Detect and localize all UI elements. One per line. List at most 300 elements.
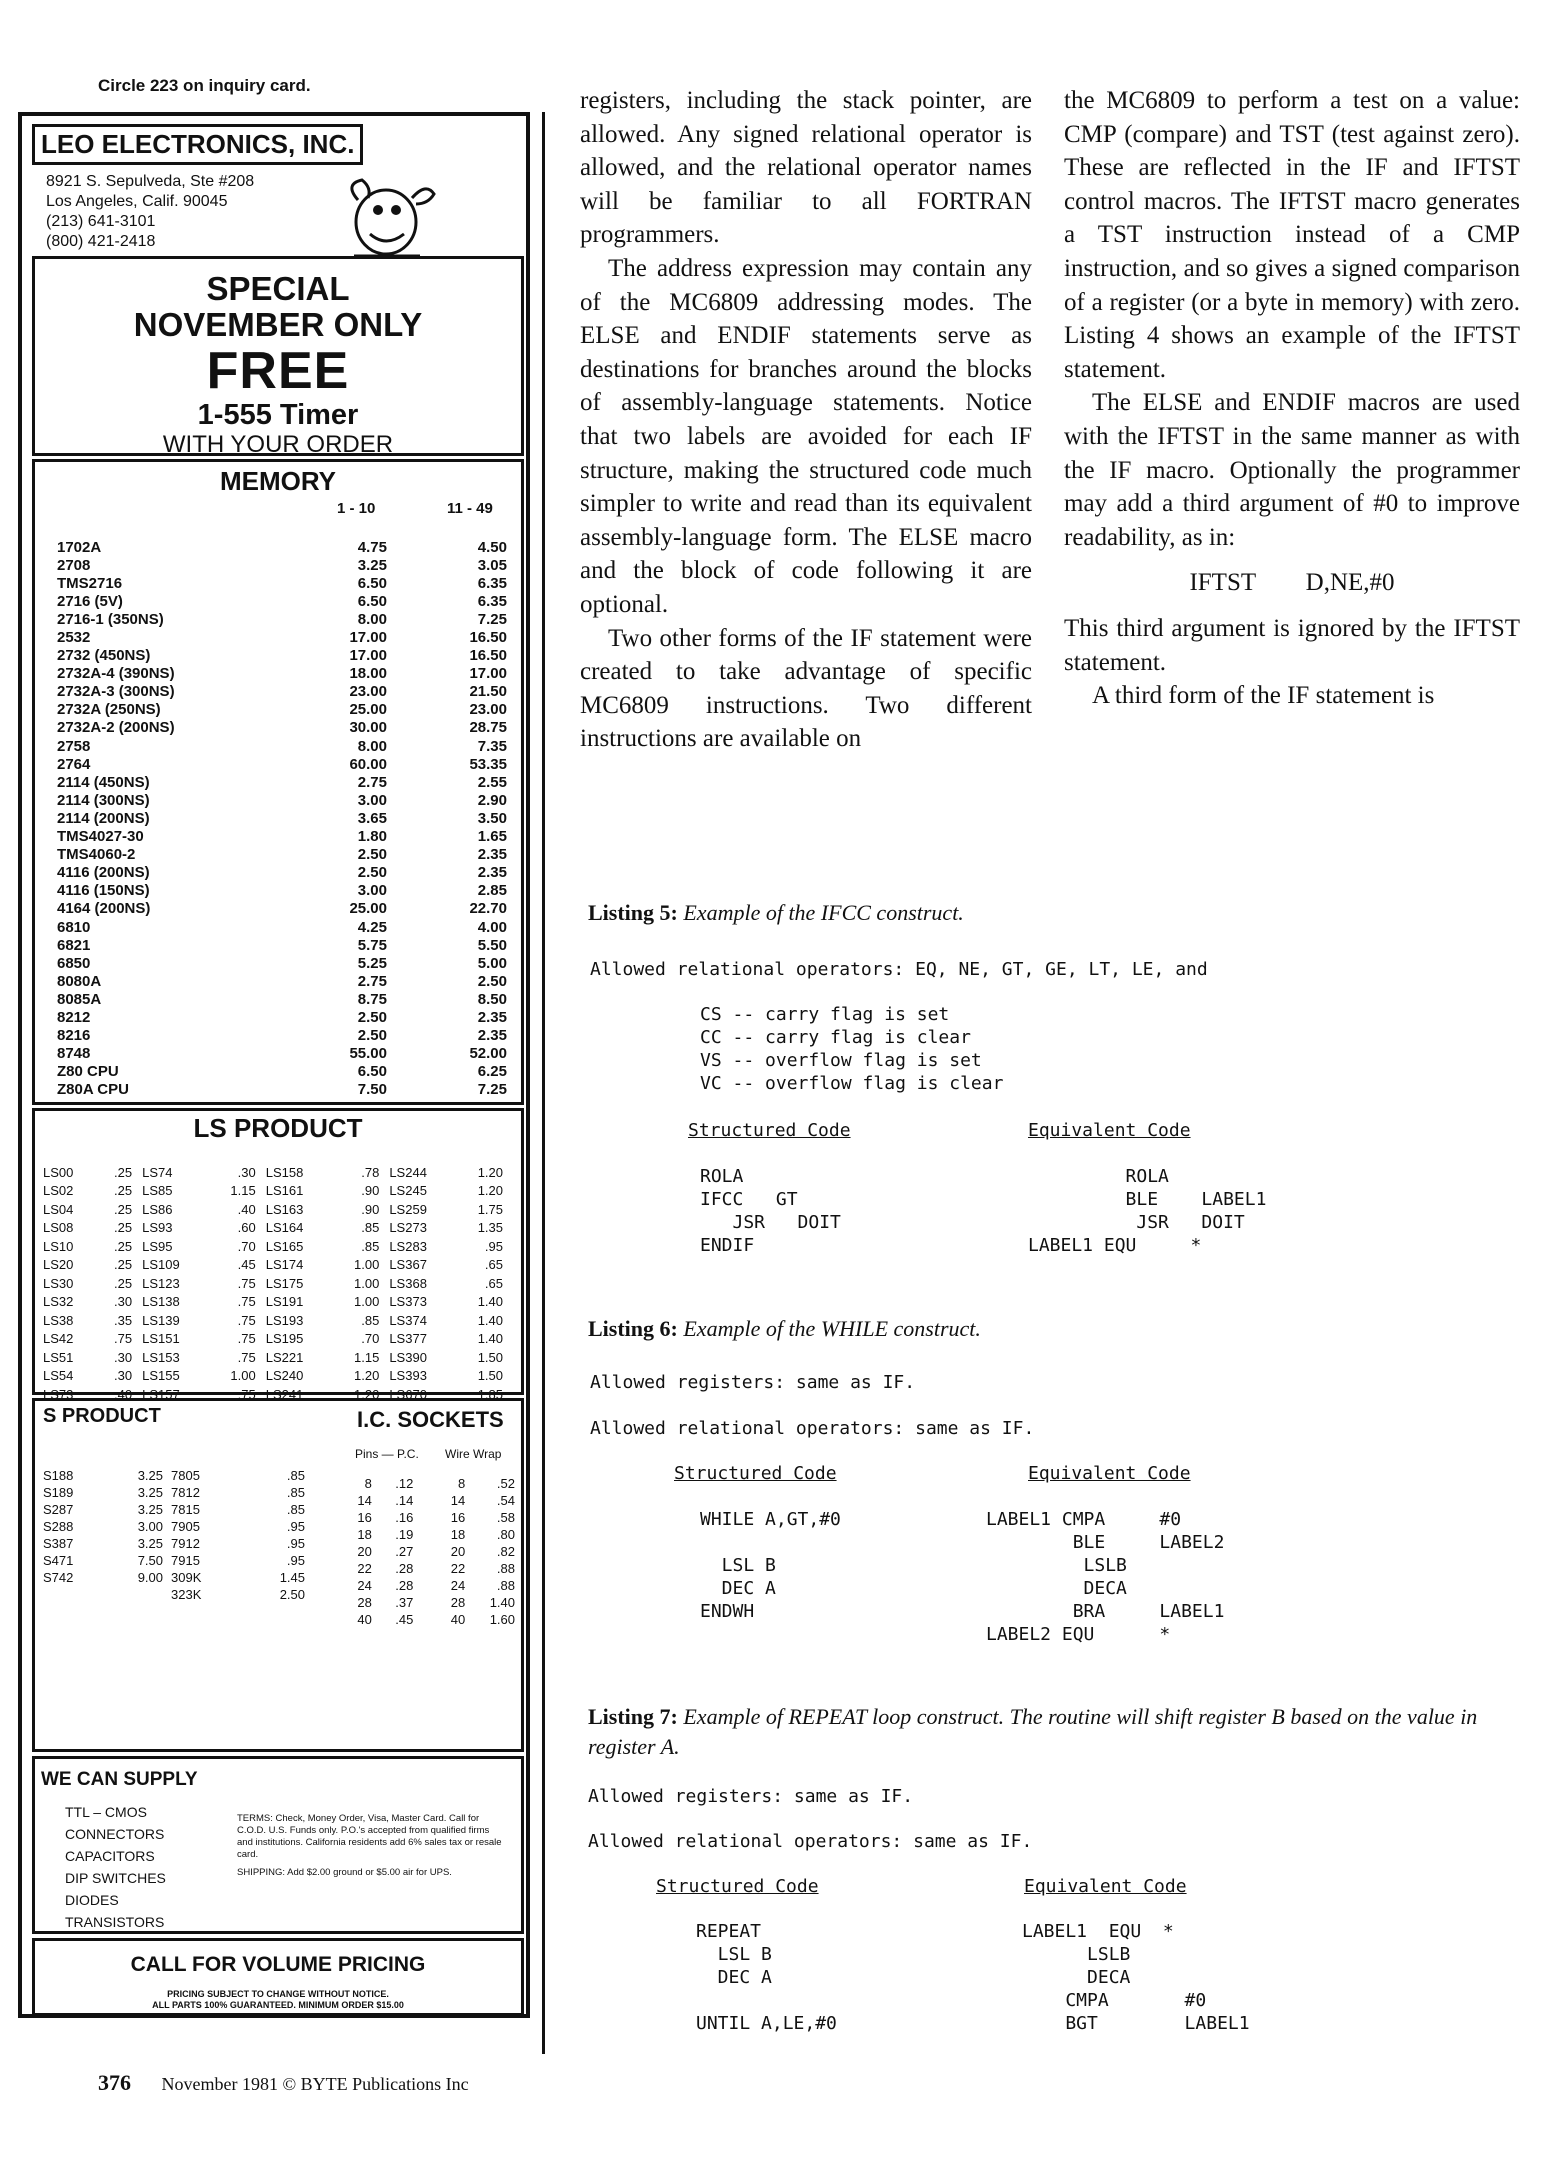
table-row — [57, 556, 507, 574]
table-cell: .40 — [114, 1386, 133, 1402]
table-cell: 14 — [357, 1492, 372, 1508]
table-cell: 7912 — [171, 1535, 200, 1551]
table-cell: .95 — [286, 1518, 305, 1534]
table-cell: LS157 — [142, 1386, 180, 1402]
table-cell: 1.40 — [477, 1312, 503, 1328]
table-cell: 1.40 — [477, 1331, 503, 1347]
table-cell: 17.00 — [349, 647, 387, 665]
table-cell: S287 — [43, 1501, 74, 1517]
table-cell: .37 — [395, 1594, 414, 1610]
table-cell: 6.25 — [477, 1063, 507, 1081]
list-item: DIP SWITCHES — [65, 1870, 166, 1886]
table-cell: .28 — [395, 1560, 414, 1576]
table-row — [43, 1569, 313, 1586]
table-cell: 4.00 — [477, 918, 507, 936]
footer-credit: November 1981 © BYTE Publications Inc — [161, 2074, 469, 2094]
table-cell: 1.20 — [477, 1183, 503, 1199]
table-cell: 8.50 — [477, 990, 507, 1008]
table-cell: .40 — [237, 1201, 256, 1217]
table-row — [43, 1219, 513, 1238]
table-row — [57, 610, 507, 628]
table-row — [43, 1237, 513, 1256]
table-cell: LS368 — [389, 1275, 427, 1291]
special-line: NOVEMBER ONLY — [133, 306, 423, 343]
terms-text — [237, 1813, 507, 1879]
table-cell: .12 — [395, 1475, 414, 1491]
table-cell: LS195 — [265, 1331, 304, 1347]
table-cell: .95 — [484, 1238, 503, 1254]
table-cell: 7915 — [171, 1552, 200, 1568]
table-row — [57, 1063, 507, 1081]
special-line: WITH YOUR ORDER — [162, 431, 394, 458]
page-footer — [98, 2070, 469, 2096]
table-cell: 1.00 — [354, 1294, 380, 1310]
table-cell: Z80 CPU — [57, 1063, 119, 1081]
table-cell: 2532 — [57, 629, 91, 647]
list-item: TRANSISTORS — [65, 1914, 165, 1930]
table-cell: 22.70 — [469, 900, 507, 918]
table-cell: 8216 — [57, 1027, 91, 1045]
table-cell: 2732A-3 (300NS) — [57, 683, 175, 701]
special-line: 1-555 Timer — [197, 399, 359, 431]
table-cell: LS139 — [142, 1312, 180, 1328]
table-row — [43, 1501, 313, 1518]
table-cell: 40 — [357, 1611, 372, 1627]
table-cell: 2732A-4 (390NS) — [57, 665, 175, 683]
table-cell: 16 — [450, 1509, 466, 1525]
table-cell: 55.00 — [349, 1045, 387, 1063]
sockets-table — [347, 1475, 515, 1628]
table-cell: 2.75 — [357, 972, 387, 990]
mascot-logo-icon — [334, 164, 444, 264]
table-cell: TMS2716 — [57, 574, 123, 592]
table-row — [347, 1526, 515, 1543]
s-product-title: S PRODUCT — [43, 1405, 161, 1427]
table-cell: LS163 — [265, 1201, 304, 1217]
table-row — [347, 1611, 515, 1628]
listing-7-caption — [588, 1702, 1518, 1762]
table-cell: LS51 — [43, 1349, 74, 1365]
table-cell: 1.80 — [357, 828, 387, 846]
table-row — [43, 1535, 313, 1552]
table-cell: S288 — [43, 1518, 74, 1534]
table-row — [57, 592, 507, 610]
table-row — [57, 809, 507, 827]
table-cell: 18 — [357, 1526, 372, 1542]
table-row — [43, 1182, 513, 1201]
table-cell: 6.50 — [357, 574, 387, 592]
table-cell: 1.15 — [354, 1349, 380, 1365]
table-cell: LS174 — [265, 1257, 304, 1273]
volume-note: PRICING SUBJECT TO CHANGE WITHOUT NOTICE. — [167, 1989, 389, 1999]
listing-5-caption — [588, 900, 964, 926]
table-cell: 1.75 — [477, 1201, 503, 1217]
s-product-table — [43, 1467, 313, 1603]
code-example: IFTST D,NE,#0 — [1189, 569, 1395, 597]
table-cell: 23.00 — [349, 683, 387, 701]
ls-title: LS PRODUCT — [193, 1113, 363, 1143]
table-cell: 21.50 — [469, 683, 507, 701]
table-cell: 22 — [450, 1560, 466, 1576]
table-cell: .58 — [496, 1509, 515, 1525]
table-cell: .45 — [395, 1611, 414, 1627]
table-cell: .25 — [114, 1220, 133, 1236]
table-cell: .45 — [237, 1257, 256, 1273]
listing-6-structured: WHILE A,GT,#0 LSL B DEC A ENDWH — [700, 1509, 841, 1622]
paragraph: the MC6809 to perform a test on a value: CMP (compare) and TST (test against zero). These are reflected in the IF and IFTST control macros. The IFTST macro generates a TST instruction instead of a CMP instruction, and so gives a signed comparison of a register (or a byte in memory) with zero. Listing 4 shows an example of the IFTST statement. — [1064, 87, 1520, 383]
table-cell: 7812 — [171, 1484, 200, 1500]
table-row — [57, 936, 507, 954]
table-cell: 3.00 — [357, 882, 387, 900]
table-cell: .95 — [286, 1552, 305, 1568]
table-row — [43, 1348, 513, 1367]
table-cell — [113, 1586, 171, 1603]
table-cell: .75 — [237, 1331, 256, 1347]
table-row — [57, 846, 507, 864]
table-cell: LS161 — [265, 1183, 304, 1199]
table-cell: 3.00 — [137, 1518, 163, 1534]
table-row — [347, 1543, 515, 1560]
table-row — [57, 701, 507, 719]
table-cell: .82 — [496, 1543, 515, 1559]
table-cell: .75 — [114, 1331, 133, 1347]
table-cell: LS373 — [389, 1294, 427, 1310]
table-cell: 8.00 — [357, 737, 387, 755]
listing-6-equivalent: LABEL1 CMPA #0 BLE LABEL2 LSLB DECA BRA LABEL1 LABEL2 EQU * — [986, 1509, 1225, 1645]
table-row — [57, 954, 507, 972]
table-row — [57, 719, 507, 737]
advertisement — [18, 112, 545, 2054]
table-cell: .27 — [395, 1543, 414, 1559]
table-cell: LS86 — [142, 1201, 173, 1217]
table-cell: .85 — [286, 1501, 305, 1517]
paragraph: Two other forms of the IF statement were created to take advantage of specific MC6809 instructions. Two different instructions are available on — [580, 624, 1032, 753]
shipping: SHIPPING: Add $2.00 ground or $5.00 air for UPS. — [237, 1867, 452, 1878]
table-cell: .30 — [237, 1164, 256, 1180]
equivalent-code-heading: Equivalent Code — [1028, 1463, 1191, 1484]
table-row — [43, 1518, 313, 1535]
memory-title: MEMORY — [219, 466, 337, 496]
table-cell: 40 — [450, 1611, 466, 1627]
table-cell: LS38 — [43, 1312, 74, 1328]
table-row — [43, 1293, 513, 1312]
table-cell: 3.00 — [357, 791, 387, 809]
table-cell: 5.00 — [477, 954, 507, 972]
table-cell: 3.65 — [357, 809, 387, 827]
table-cell: .65 — [484, 1275, 503, 1291]
memory-col-head: 1 - 10 — [337, 500, 376, 517]
listing-7-registers: Allowed registers: same as IF. — [588, 1786, 914, 1807]
table-cell: 16 — [357, 1509, 372, 1525]
structured-code-heading: Structured Code — [674, 1463, 837, 1484]
table-cell: 323K — [171, 1586, 202, 1602]
table-cell: 7.50 — [137, 1552, 163, 1568]
table-cell: .16 — [395, 1509, 414, 1525]
table-cell: 20 — [357, 1543, 372, 1559]
s-product-list — [32, 1398, 524, 1752]
structured-code-heading: Structured Code — [688, 1120, 851, 1141]
table-cell: LS95 — [142, 1238, 173, 1254]
listing-label: Listing 6: — [588, 1316, 678, 1341]
table-cell: .85 — [361, 1312, 380, 1328]
table-cell: 3.25 — [137, 1501, 163, 1517]
table-cell: 2.35 — [477, 1008, 507, 1026]
table-cell: LS273 — [389, 1220, 427, 1236]
terms: TERMS: Check, Money Order, Visa, Master Card. Call for C.O.D. U.S. Funds only. P.O.'s accepted from qualified firms and institutions. California residents add 6% sales tax or resale card. — [237, 1813, 502, 1860]
table-row — [57, 538, 507, 556]
table-cell: .95 — [286, 1535, 305, 1551]
listing-5-operators: Allowed relational operators: EQ, NE, GT, GE, LT, LE, and — [590, 959, 1208, 980]
sockets-head-pc: Pins — P.C. — [355, 1447, 419, 1461]
table-cell: 6821 — [57, 936, 91, 954]
supply-box — [32, 1756, 524, 1934]
table-cell: 28.75 — [469, 719, 507, 737]
table-cell: 24 — [450, 1577, 466, 1593]
table-cell: 1.45 — [279, 1569, 305, 1585]
volume-note: ALL PARTS 100% GUARANTEED. MINIMUM ORDER $15.00 — [152, 2000, 404, 2010]
table-row — [43, 1367, 513, 1386]
table-cell: 5.25 — [357, 954, 387, 972]
company-address — [46, 172, 254, 252]
table-cell: 2732A-2 (200NS) — [57, 719, 175, 737]
table-cell: .54 — [496, 1492, 515, 1508]
table-cell: 18.00 — [349, 665, 387, 683]
table-row — [43, 1552, 313, 1569]
table-cell: 1.85 — [477, 1386, 503, 1402]
table-cell: 2.50 — [357, 846, 387, 864]
table-cell: LS151 — [142, 1331, 180, 1347]
table-cell: 2.50 — [477, 972, 507, 990]
table-row — [57, 882, 507, 900]
table-cell: .70 — [361, 1331, 380, 1347]
table-row — [347, 1509, 515, 1526]
table-row — [347, 1594, 515, 1611]
table-cell: 1702A — [57, 538, 102, 556]
table-cell: 2114 (200NS) — [57, 809, 150, 827]
sockets-head-ww: Wire Wrap — [445, 1447, 502, 1461]
table-cell: LS02 — [43, 1183, 74, 1199]
ls-product-list — [32, 1108, 524, 1402]
table-cell: 28 — [357, 1594, 372, 1610]
table-cell: LS123 — [142, 1275, 180, 1291]
table-cell: LS93 — [142, 1220, 173, 1236]
table-row — [57, 1008, 507, 1026]
volume-pricing — [32, 1938, 524, 2016]
table-cell: 2.50 — [357, 864, 387, 882]
table-cell: LS42 — [43, 1331, 74, 1347]
address-line: 8921 S. Sepulveda, Ste #208 — [46, 173, 255, 190]
equivalent-code-heading: Equivalent Code — [1028, 1120, 1191, 1141]
table-cell: 2.85 — [477, 882, 507, 900]
table-cell: .75 — [237, 1312, 256, 1328]
listing-7-operators: Allowed relational operators: same as IF. — [588, 1831, 1033, 1852]
table-row — [57, 574, 507, 592]
table-row — [57, 683, 507, 701]
table-cell: .30 — [114, 1349, 133, 1365]
table-cell: LS32 — [43, 1294, 74, 1310]
list-item: DIODES — [65, 1892, 119, 1908]
table-cell: 6810 — [57, 918, 91, 936]
table-row — [43, 1330, 513, 1349]
table-cell: .85 — [286, 1484, 305, 1500]
table-cell: LS259 — [389, 1201, 427, 1217]
table-cell: 5.50 — [477, 936, 507, 954]
table-row — [57, 773, 507, 791]
table-cell: LS393 — [389, 1368, 427, 1384]
table-cell: 7805 — [171, 1467, 200, 1483]
table-cell: S188 — [43, 1467, 74, 1483]
table-cell: .70 — [237, 1238, 256, 1254]
table-cell: 3.25 — [137, 1535, 163, 1551]
table-cell: 1.00 — [354, 1275, 380, 1291]
table-cell: 1.00 — [230, 1368, 256, 1384]
table-cell: 2.50 — [357, 1027, 387, 1045]
table-cell: 4116 (200NS) — [57, 864, 150, 882]
table-cell: .25 — [114, 1201, 133, 1217]
table-cell: LS283 — [389, 1238, 427, 1254]
table-cell: 1.50 — [477, 1368, 503, 1384]
table-cell: 1.00 — [354, 1257, 380, 1273]
table-cell — [43, 1586, 113, 1603]
table-row — [347, 1560, 515, 1577]
table-cell: LS377 — [389, 1331, 427, 1347]
table-cell: 1.60 — [489, 1611, 515, 1627]
table-cell: 5.75 — [357, 936, 387, 954]
table-cell: LS221 — [265, 1349, 304, 1365]
table-cell: 1.35 — [477, 1220, 503, 1236]
table-cell: 3.25 — [357, 556, 387, 574]
table-row — [57, 990, 507, 1008]
table-cell: 8 — [457, 1475, 466, 1491]
table-cell: LS367 — [389, 1257, 427, 1273]
table-cell: 6.50 — [357, 592, 387, 610]
table-cell: LS158 — [265, 1164, 304, 1180]
ad-frame — [18, 112, 530, 2018]
table-cell: 6.50 — [357, 1063, 387, 1081]
table-cell: .25 — [114, 1164, 133, 1180]
table-cell: LS08 — [43, 1220, 74, 1236]
paragraph: The ELSE and ENDIF macros are used with the IFTST in the same manner as with the IF macro. Optionally the programmer may add a third argument of #0 to improve readability, as in: — [1064, 389, 1520, 551]
table-cell: 1.40 — [477, 1294, 503, 1310]
listing-5-structured: ROLA IFCC GT JSR DOIT ENDIF — [700, 1166, 841, 1256]
table-cell: LS155 — [142, 1368, 180, 1384]
table-cell: .25 — [114, 1257, 133, 1273]
table-cell: 24 — [357, 1577, 372, 1593]
table-cell: LS85 — [142, 1183, 173, 1199]
table-cell: 20 — [450, 1543, 466, 1559]
table-cell: LS109 — [142, 1257, 180, 1273]
table-cell: 309K — [171, 1569, 202, 1585]
inquiry-note: Circle 223 on inquiry card. — [98, 76, 311, 95]
table-cell: 8212 — [57, 1008, 91, 1026]
table-row — [43, 1586, 313, 1603]
listing-6-operators: Allowed relational operators: same as IF. — [590, 1418, 1035, 1439]
table-cell: LS240 — [265, 1368, 304, 1384]
table-cell: LS374 — [389, 1312, 427, 1328]
table-cell: .25 — [114, 1238, 133, 1254]
paragraph: The address expression may contain any of the MC6809 addressing modes. The ELSE and ENDIF statements serve as destinations for branches around the blocks of assembly-language statements. Notice that two labels are avoided for each IF structure, making the structured code much simpler to write and read than its equivalent assembly-language form. The ELSE macro and the block of code following it are optional. — [580, 254, 1032, 618]
table-cell: 4.25 — [357, 918, 387, 936]
listing-caption-text: Example of the IFCC construct. — [683, 900, 964, 925]
table-cell: 7815 — [171, 1501, 200, 1517]
table-cell: 1.50 — [477, 1349, 503, 1365]
table-cell: LS20 — [43, 1257, 74, 1273]
table-row — [57, 972, 507, 990]
special-line: SPECIAL — [206, 270, 350, 307]
table-cell: S742 — [43, 1569, 74, 1585]
table-cell: LS30 — [43, 1275, 74, 1291]
table-cell: 22 — [357, 1560, 372, 1576]
address-line: Los Angeles, Calif. 90045 — [46, 193, 228, 210]
table-cell: 9.00 — [137, 1569, 163, 1585]
table-cell: LS390 — [389, 1349, 427, 1365]
listing-6-registers: Allowed registers: same as IF. — [590, 1372, 916, 1393]
table-cell: 8748 — [57, 1045, 91, 1063]
list-item: TTL – CMOS — [65, 1804, 147, 1820]
table-cell: LS164 — [265, 1220, 304, 1236]
table-cell: S189 — [43, 1484, 74, 1500]
table-cell: 7.25 — [477, 610, 507, 628]
table-row — [57, 737, 507, 755]
list-item: CONNECTORS — [65, 1826, 165, 1842]
table-row — [43, 1467, 313, 1484]
table-cell: 2.35 — [477, 1027, 507, 1045]
table-cell: LS00 — [43, 1164, 74, 1180]
table-cell: 7.25 — [477, 1081, 507, 1099]
table-cell: .28 — [395, 1577, 414, 1593]
special-offer — [32, 256, 524, 456]
table-cell: 17.00 — [469, 665, 507, 683]
table-cell: Z80A CPU — [57, 1081, 129, 1099]
table-cell: .75 — [237, 1349, 256, 1365]
listing-label: Listing 7: — [588, 1704, 678, 1729]
table-cell: 6850 — [57, 954, 91, 972]
table-cell: LS670 — [389, 1386, 427, 1402]
listing-caption-text: Example of REPEAT loop construct. The routine will shift register B based on the value in register A. — [588, 1704, 1478, 1759]
table-cell: 2716 (5V) — [57, 592, 123, 610]
table-row — [347, 1475, 515, 1492]
table-cell: LS175 — [265, 1275, 304, 1291]
table-row — [57, 647, 507, 665]
table-cell: S471 — [43, 1552, 74, 1568]
table-cell: LS165 — [265, 1238, 304, 1254]
table-cell: LS10 — [43, 1238, 74, 1254]
table-cell: 4116 (150NS) — [57, 882, 150, 900]
free-headline: FREE — [206, 342, 350, 400]
table-cell: TMS4027-30 — [57, 828, 144, 846]
table-cell: 52.00 — [469, 1045, 507, 1063]
table-cell: LS153 — [142, 1349, 180, 1365]
table-cell: .60 — [237, 1220, 256, 1236]
article-column-2 — [1064, 84, 1520, 713]
table-cell: 2758 — [57, 737, 91, 755]
listing-caption-text: Example of the WHILE construct. — [683, 1316, 981, 1341]
table-cell: .25 — [114, 1275, 133, 1291]
table-cell: LS04 — [43, 1201, 74, 1217]
table-cell: .75 — [237, 1386, 256, 1402]
table-cell: 2708 — [57, 556, 91, 574]
table-cell: 25.00 — [349, 701, 387, 719]
listing-5-flags: CS -- carry flag is set CC -- carry flag is clear VS -- overflow flag is set VC -- overflow flag is clear — [700, 1004, 1004, 1094]
table-cell: .85 — [361, 1238, 380, 1254]
table-row — [57, 918, 507, 936]
table-cell: LS73 — [43, 1386, 74, 1402]
listing-5-equivalent: ROLA BLE LABEL1 JSR DOIT LABEL1 EQU * — [1028, 1166, 1267, 1256]
table-cell: LS74 — [142, 1164, 173, 1180]
table-row — [57, 900, 507, 918]
table-row — [43, 1274, 513, 1293]
volume-title: CALL FOR VOLUME PRICING — [130, 1953, 426, 1976]
